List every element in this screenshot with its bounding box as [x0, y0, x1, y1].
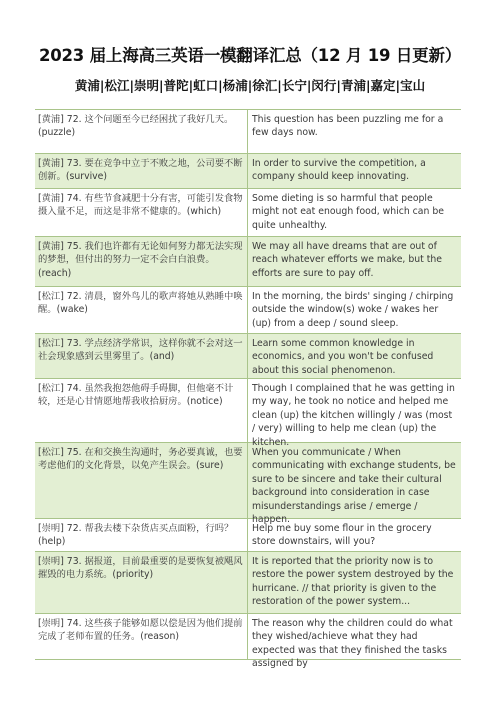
chinese-prompt: [黄浦] 73. 要在竞争中立于不败之地，公司要不断创新。(survive)	[35, 154, 248, 188]
english-translation: In the morning, the birds' singing / chirping outside the window(s) woke / wakes her (up) from a deep / sound sleep.	[252, 291, 454, 329]
chinese-prompt: [黄浦] 75. 我们也许都有无论如何努力都无法实现的梦想，但付出的努力一定不会白白浪费。(reach)	[35, 237, 248, 286]
english-translation: The reason why the children could do what they wished/achieve what they had expected was that they finished the tasks assigned by	[252, 618, 453, 670]
table-row	[35, 614, 461, 670]
english-translation: This question has been puzzling me for a few days now.	[252, 114, 444, 139]
table-row	[35, 334, 461, 379]
table-row	[35, 519, 461, 552]
table-row	[35, 287, 461, 334]
chinese-prompt: [松江] 72. 清晨，窗外鸟儿的歌声将她从熟睡中唤醒。(wake)	[35, 287, 248, 333]
chinese-prompt: [松江] 74. 虽然我抱怨他碍手碍脚，但他毫不计较，还是心甘情愿地帮我收拾厨房。(notice)	[35, 379, 248, 442]
english-translation: We may all have dreams that are out of reach whatever efforts we make, but the efforts are sure to pay off.	[252, 241, 442, 279]
english-translation: In order to survive the competition, a company should keep innovating.	[252, 158, 426, 183]
table-row	[35, 110, 461, 154]
english-translation: When you communicate / When communicating with exchange students, be sure to be sincere and take their cultural background into consideration in case misunderstandings arise / emerge / happen.	[252, 447, 456, 526]
table-row	[35, 552, 461, 614]
chinese-prompt: [崇明] 73. 据报道，目前最重要的是要恢复被飓风摧毁的电力系统。(priority)	[35, 552, 248, 613]
english-translation: Though I complained that he was getting in my way, he took no notice and helped me clean (up) the kitchen willingly / was (most / very) willing to help me clean (up) the kitchen.	[252, 383, 455, 448]
chinese-prompt: [松江] 75. 在和交换生沟通时，务必要真诚，也要考虑他们的文化背景，以免产生误会。(sure)	[35, 443, 248, 518]
chinese-prompt: [崇明] 72. 帮我去楼下杂货店买点面粉，行吗？(help)	[35, 519, 248, 551]
table-row	[35, 379, 461, 448]
chinese-prompt: [黄浦] 72. 这个问题至今已经困扰了我好几天。(puzzle)	[35, 110, 248, 153]
table-row	[35, 189, 461, 237]
translation-table	[35, 109, 461, 670]
table-row	[35, 443, 461, 526]
document-title: 2023 届上海高三英语一模翻译汇总（12 月 19 日更新）	[38, 46, 462, 65]
english-translation: It is reported that the priority now is to restore the power system destroyed by the hurricane. // that priority is given to the restoration of the power system...	[252, 556, 454, 608]
chinese-prompt: [松江] 73. 学点经济学常识，这样你就不会对这一社会现象感到云里雾里了。(and)	[35, 334, 248, 378]
english-translation: Some dieting is so harmful that people might not eat enough food, which can be quite unhealthy.	[252, 193, 444, 231]
english-translation: Learn some common knowledge in economics, and you won't be confused about this social phenomenon.	[252, 338, 434, 376]
chinese-prompt: [崇明] 74. 这些孩子能够如愿以偿是因为他们提前完成了老师布置的任务。(reason)	[35, 614, 248, 659]
chinese-prompt: [黄浦] 74. 有些节食减肥十分有害，可能引发食物摄入量不足，而这是非常不健康的。(which)	[35, 189, 248, 236]
table-row	[35, 154, 461, 189]
district-list: 黄浦|松江|崇明|普陀|虹口|杨浦|徐汇|长宁|闵行|青浦|嘉定|宝山	[74, 78, 426, 93]
english-translation: Help me buy some flour in the grocery store downstairs, will you?	[252, 523, 432, 548]
table-row	[35, 237, 461, 287]
